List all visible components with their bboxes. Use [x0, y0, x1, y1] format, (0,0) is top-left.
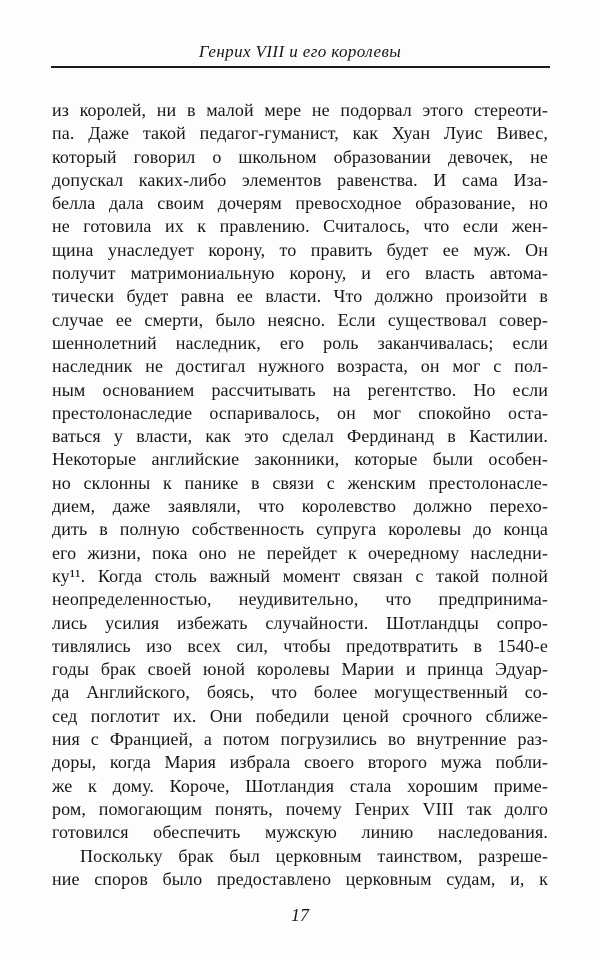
text-line: щина унаследует корону, то править будет ее муж. Он — [52, 239, 548, 260]
text-line: не готовила их к правлению. Считалось, что если жен- — [52, 216, 548, 237]
text-line: годы брак своей юной королевы Марии и принца Эдуар- — [52, 659, 548, 680]
text-line: ние споров было предоставлено церковным судам, и, к — [52, 868, 548, 889]
text-line: получит матримониальную корону, и его власть автома- — [52, 263, 548, 284]
page-number: 17 — [291, 905, 309, 925]
text-line: тически будет равна ее власти. Что должно произойти в — [52, 286, 548, 307]
text-line: доры, когда Мария избрала своего второго мужа побли- — [52, 752, 548, 773]
text-line: готовился обеспечить мужскую линию наследования. — [52, 822, 548, 843]
text-line: из королей, ни в малой мере не подорвал этого стереоти- — [52, 100, 548, 120]
text-line: наследник не достигал нужного возраста, он мог с пол- — [52, 356, 548, 377]
page-body — [52, 99, 548, 891]
header-rule — [51, 66, 550, 68]
text-line: да Английского, боясь, что более могущественный со- — [52, 682, 548, 703]
text-line: престолонаследие оспаривалось, он мог спокойно оста- — [52, 402, 548, 423]
text-line: же к дому. Короче, Шотландия стала хорошим приме- — [52, 775, 548, 796]
text-line: Поскольку брак был церковным таинством, разреше- — [80, 845, 548, 866]
text-line: неопределенностью, неудивительно, что предпринима- — [52, 589, 548, 610]
text-line: ваться у власти, как это сделал Фердинанд в Кастилии. — [52, 426, 548, 447]
text-line: па. Даже такой педагог-гуманист, как Хуан Луис Вивес, — [52, 123, 548, 144]
running-header: Генрих VIII и его королевы — [198, 42, 402, 61]
text-line: дием, даже заявляли, что королевство должно перехо- — [52, 496, 548, 517]
text-line: допускал каких-либо элементов равенства. И сама Иза- — [52, 169, 548, 190]
text-line: ния с Францией, а потом погрузились во внутренние раз- — [52, 729, 548, 750]
text-line: сед поглотит их. Они победили ценой срочного сближе- — [52, 705, 548, 726]
text-line: тивлялись изо всех сил, чтобы предотвратить в 1540-е — [52, 635, 548, 656]
text-line: дить в полную собственность супруга королевы до конца — [52, 519, 548, 540]
text-line: ку¹¹. Когда столь важный момент связан с такой полной — [52, 565, 548, 586]
text-line: случае ее смерти, было неясно. Если существовал совер- — [52, 309, 548, 330]
text-line: ным основанием рассчитывать на регентство. Но если — [52, 379, 548, 400]
text-line: его жизни, пока оно не перейдет к очередному наследни- — [52, 542, 548, 563]
text-line: шеннолетний наследник, его роль заканчивалась; если — [52, 332, 548, 353]
text-line: ром, помогающим понять, почему Генрих VIII так долго — [52, 798, 548, 819]
text-line: Некоторые английские законники, которые были особен- — [52, 449, 548, 470]
text-line: который говорил о школьном образовании девочек, не — [52, 146, 548, 167]
text-line: белла дала своим дочерям превосходное образование, но — [52, 193, 548, 214]
text-line: лись усилия избежать случайности. Шотландцы сопро- — [52, 612, 548, 633]
text-line: но склонны к панике в связи с женским престолонасле- — [52, 472, 548, 493]
